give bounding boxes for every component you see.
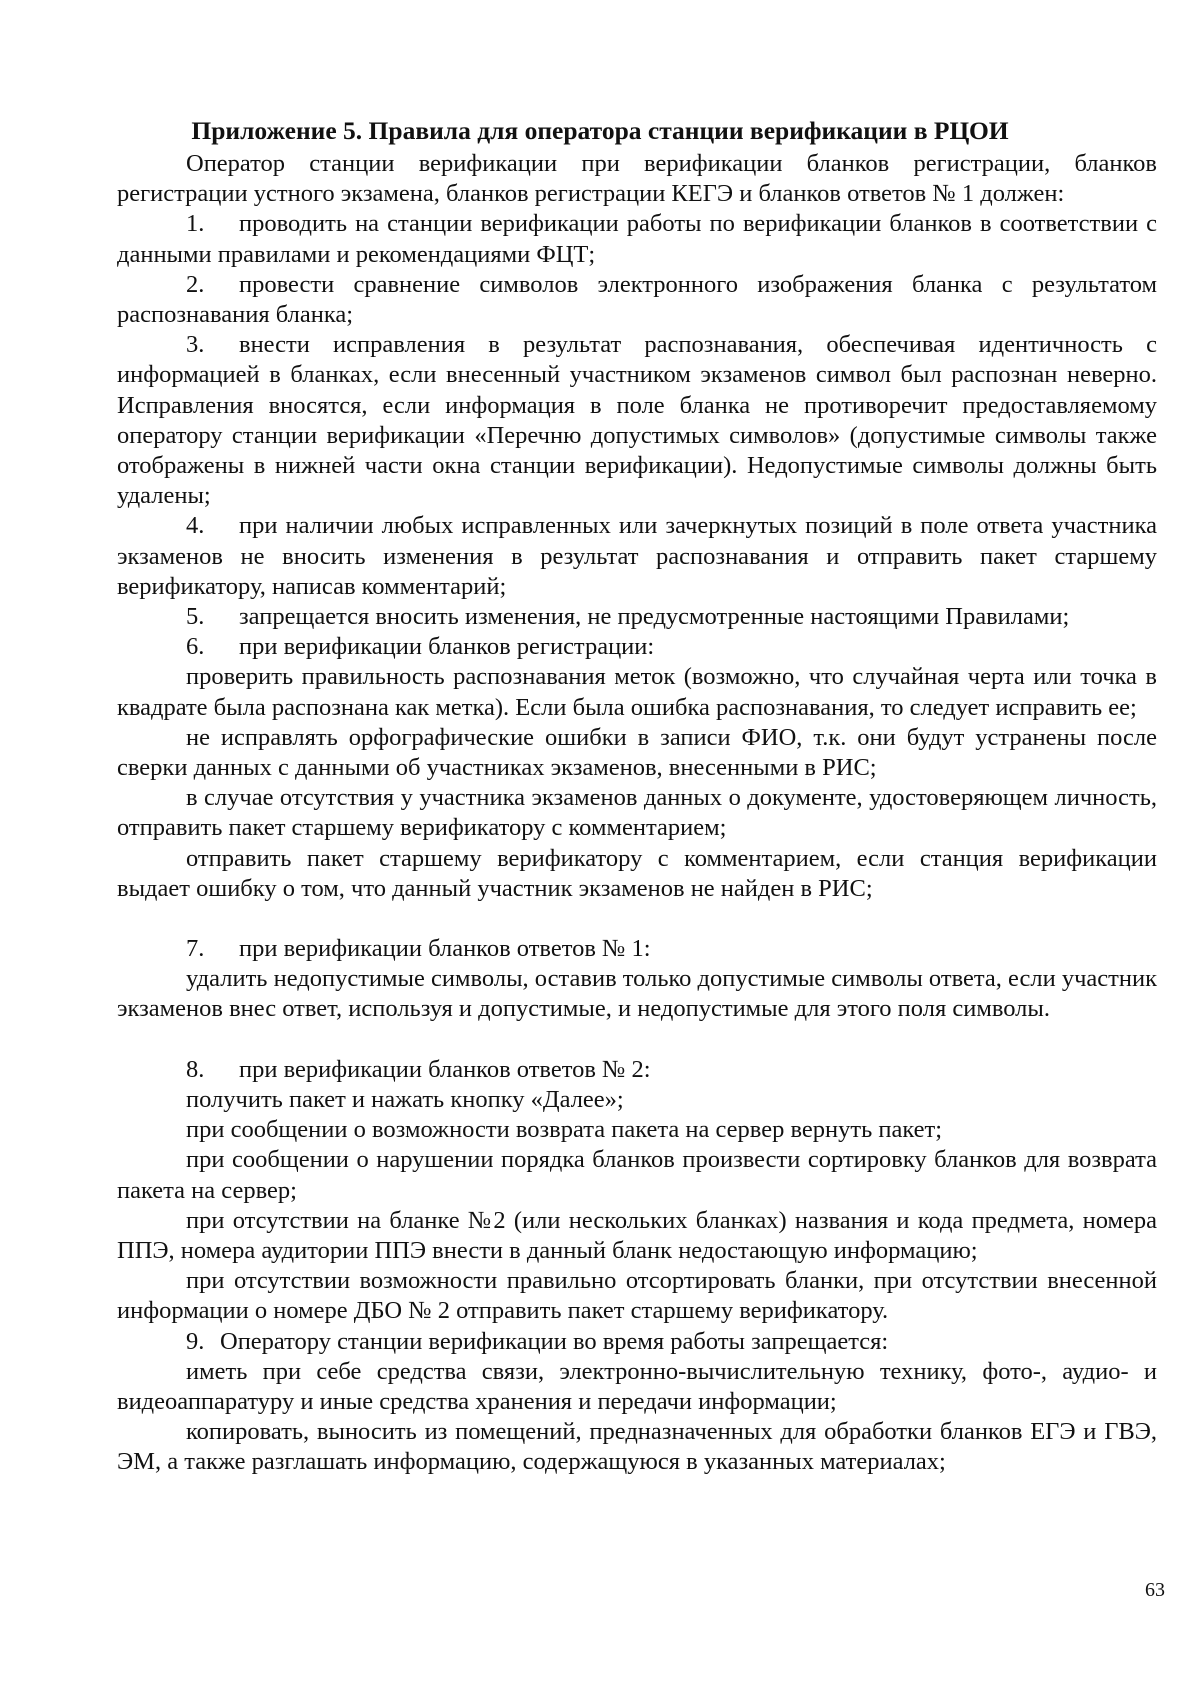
list-number: 6. [186, 633, 205, 661]
list-item-text: Оператору станции верификации во время работы запрещается: [220, 1327, 889, 1355]
list-item-3 [117, 330, 1157, 511]
list-item-text: внести исправления в результат распознавания, обеспечивая идентичность с информацией в бланках, если внесенный участником экзаменов символ был распознан неверно. Исправления вносятся, если информация в поле бланка не противоречит предоставляемому оператору станции верификации «Перечню допустимых символов» (допустимые символы также отображены в нижней части окна станции верификации). Недопустимые символы должны быть удалены; [117, 331, 1157, 510]
list-item-text: запрещается вносить изменения, не предусмотренные настоящими Правилами; [239, 603, 1070, 631]
page-title: Приложение 5. Правила для оператора станции верификации в РЦОИ [191, 116, 1009, 145]
list-item-6 [117, 632, 1157, 662]
sub-paragraph: при сообщении о нарушении порядка бланков произвести сортировку бланков для возврата пакета на сервер; [117, 1146, 1157, 1204]
list-number: 1. [186, 210, 205, 238]
list-item-text: провести сравнение символов электронного изображения бланка с результатом распознавания бланка; [117, 270, 1157, 329]
sub-paragraph: при отсутствии на бланке №2 (или нескольких бланках) названия и кода предмета, номера ППЭ, номера аудитории ППЭ внести в данный бланк недостающую информацию; [117, 1206, 1157, 1264]
list-item-7 [117, 934, 1157, 964]
sub-paragraph: проверить правильность распознавания меток (возможно, что случайная черта или точка в квадрате была распознана как метка). Если была ошибка распознавания, то следует исправить ее; [117, 663, 1157, 721]
sub-paragraph: иметь при себе средства связи, электронно-вычислительную технику, фото-, аудио- и видеоаппаратуру и иные средства хранения и передачи информации; [117, 1357, 1157, 1415]
list-item-1 [117, 209, 1157, 269]
list-item-2 [117, 270, 1157, 330]
page-number: 63 [1145, 1579, 1165, 1601]
list-item-text: проводить на станции верификации работы по верификации бланков в соответствии с данными правилами и рекомендациями ФЦТ; [117, 210, 1157, 268]
list-item-8 [117, 1055, 1157, 1085]
paragraph-spacer [117, 1025, 1157, 1055]
list-number: 7. [186, 935, 205, 963]
list-number: 2. [186, 270, 205, 298]
list-number: 5. [186, 603, 205, 631]
list-item-text: при наличии любых исправленных или зачеркнутых позиций в поле ответа участника экзаменов не вносить изменения в результат распознавания и отправить пакет старшему верификатору, написав комментарий; [117, 512, 1157, 600]
sub-paragraph: копировать, выносить из помещений, предназначенных для обработки бланков ЕГЭ и ГВЭ, ЭМ, а также разглашать информацию, содержащуюся в указанных материалах; [117, 1418, 1157, 1476]
sub-paragraph: при отсутствии возможности правильно отсортировать бланки, при отсутствии внесенной информации о номере ДБО № 2 отправить пакет старшему верификатору. [117, 1267, 1157, 1325]
list-item-text: при верификации бланков ответов № 1: [239, 935, 651, 963]
list-item-text: при верификации бланков ответов № 2: [239, 1055, 651, 1083]
list-number: 8. [186, 1055, 205, 1083]
sub-paragraph: удалить недопустимые символы, оставив только допустимые символы ответа, если участник экзаменов внес ответ, используя и допустимые, и недопустимые для этого поля символы. [117, 965, 1157, 1023]
sub-paragraph: при сообщении о возможности возврата пакета на сервер вернуть пакет; [186, 1116, 943, 1144]
list-number: 9. [186, 1327, 205, 1355]
sub-paragraph: отправить пакет старшему верификатору с комментарием, если станция верификации выдает ошибку о том, что данный участник экзаменов не найден в РИС; [117, 844, 1157, 902]
list-item-9 [117, 1327, 1157, 1357]
list-item-text: при верификации бланков регистрации: [239, 633, 655, 661]
intro-paragraph: Оператор станции верификации при верификации бланков регистрации, бланков регистрации устного экзамена, бланков регистрации КЕГЭ и бланков ответов № 1 должен: [117, 150, 1157, 208]
sub-paragraph: в случае отсутствия у участника экзаменов данных о документе, удостоверяющем личность, отправить пакет старшему верификатору с комментарием; [117, 784, 1157, 842]
paragraph-spacer [117, 904, 1157, 934]
list-number: 3. [186, 331, 205, 359]
document-body [117, 149, 1157, 1478]
list-item-5 [117, 602, 1157, 632]
list-number: 4. [186, 512, 205, 540]
list-item-4 [117, 511, 1157, 602]
sub-paragraph: получить пакет и нажать кнопку «Далее»; [186, 1085, 624, 1113]
sub-paragraph: не исправлять орфографические ошибки в записи ФИО, т.к. они будут устранены после сверки данных с данными об участниках экзаменов, внесенными в РИС; [117, 723, 1157, 782]
